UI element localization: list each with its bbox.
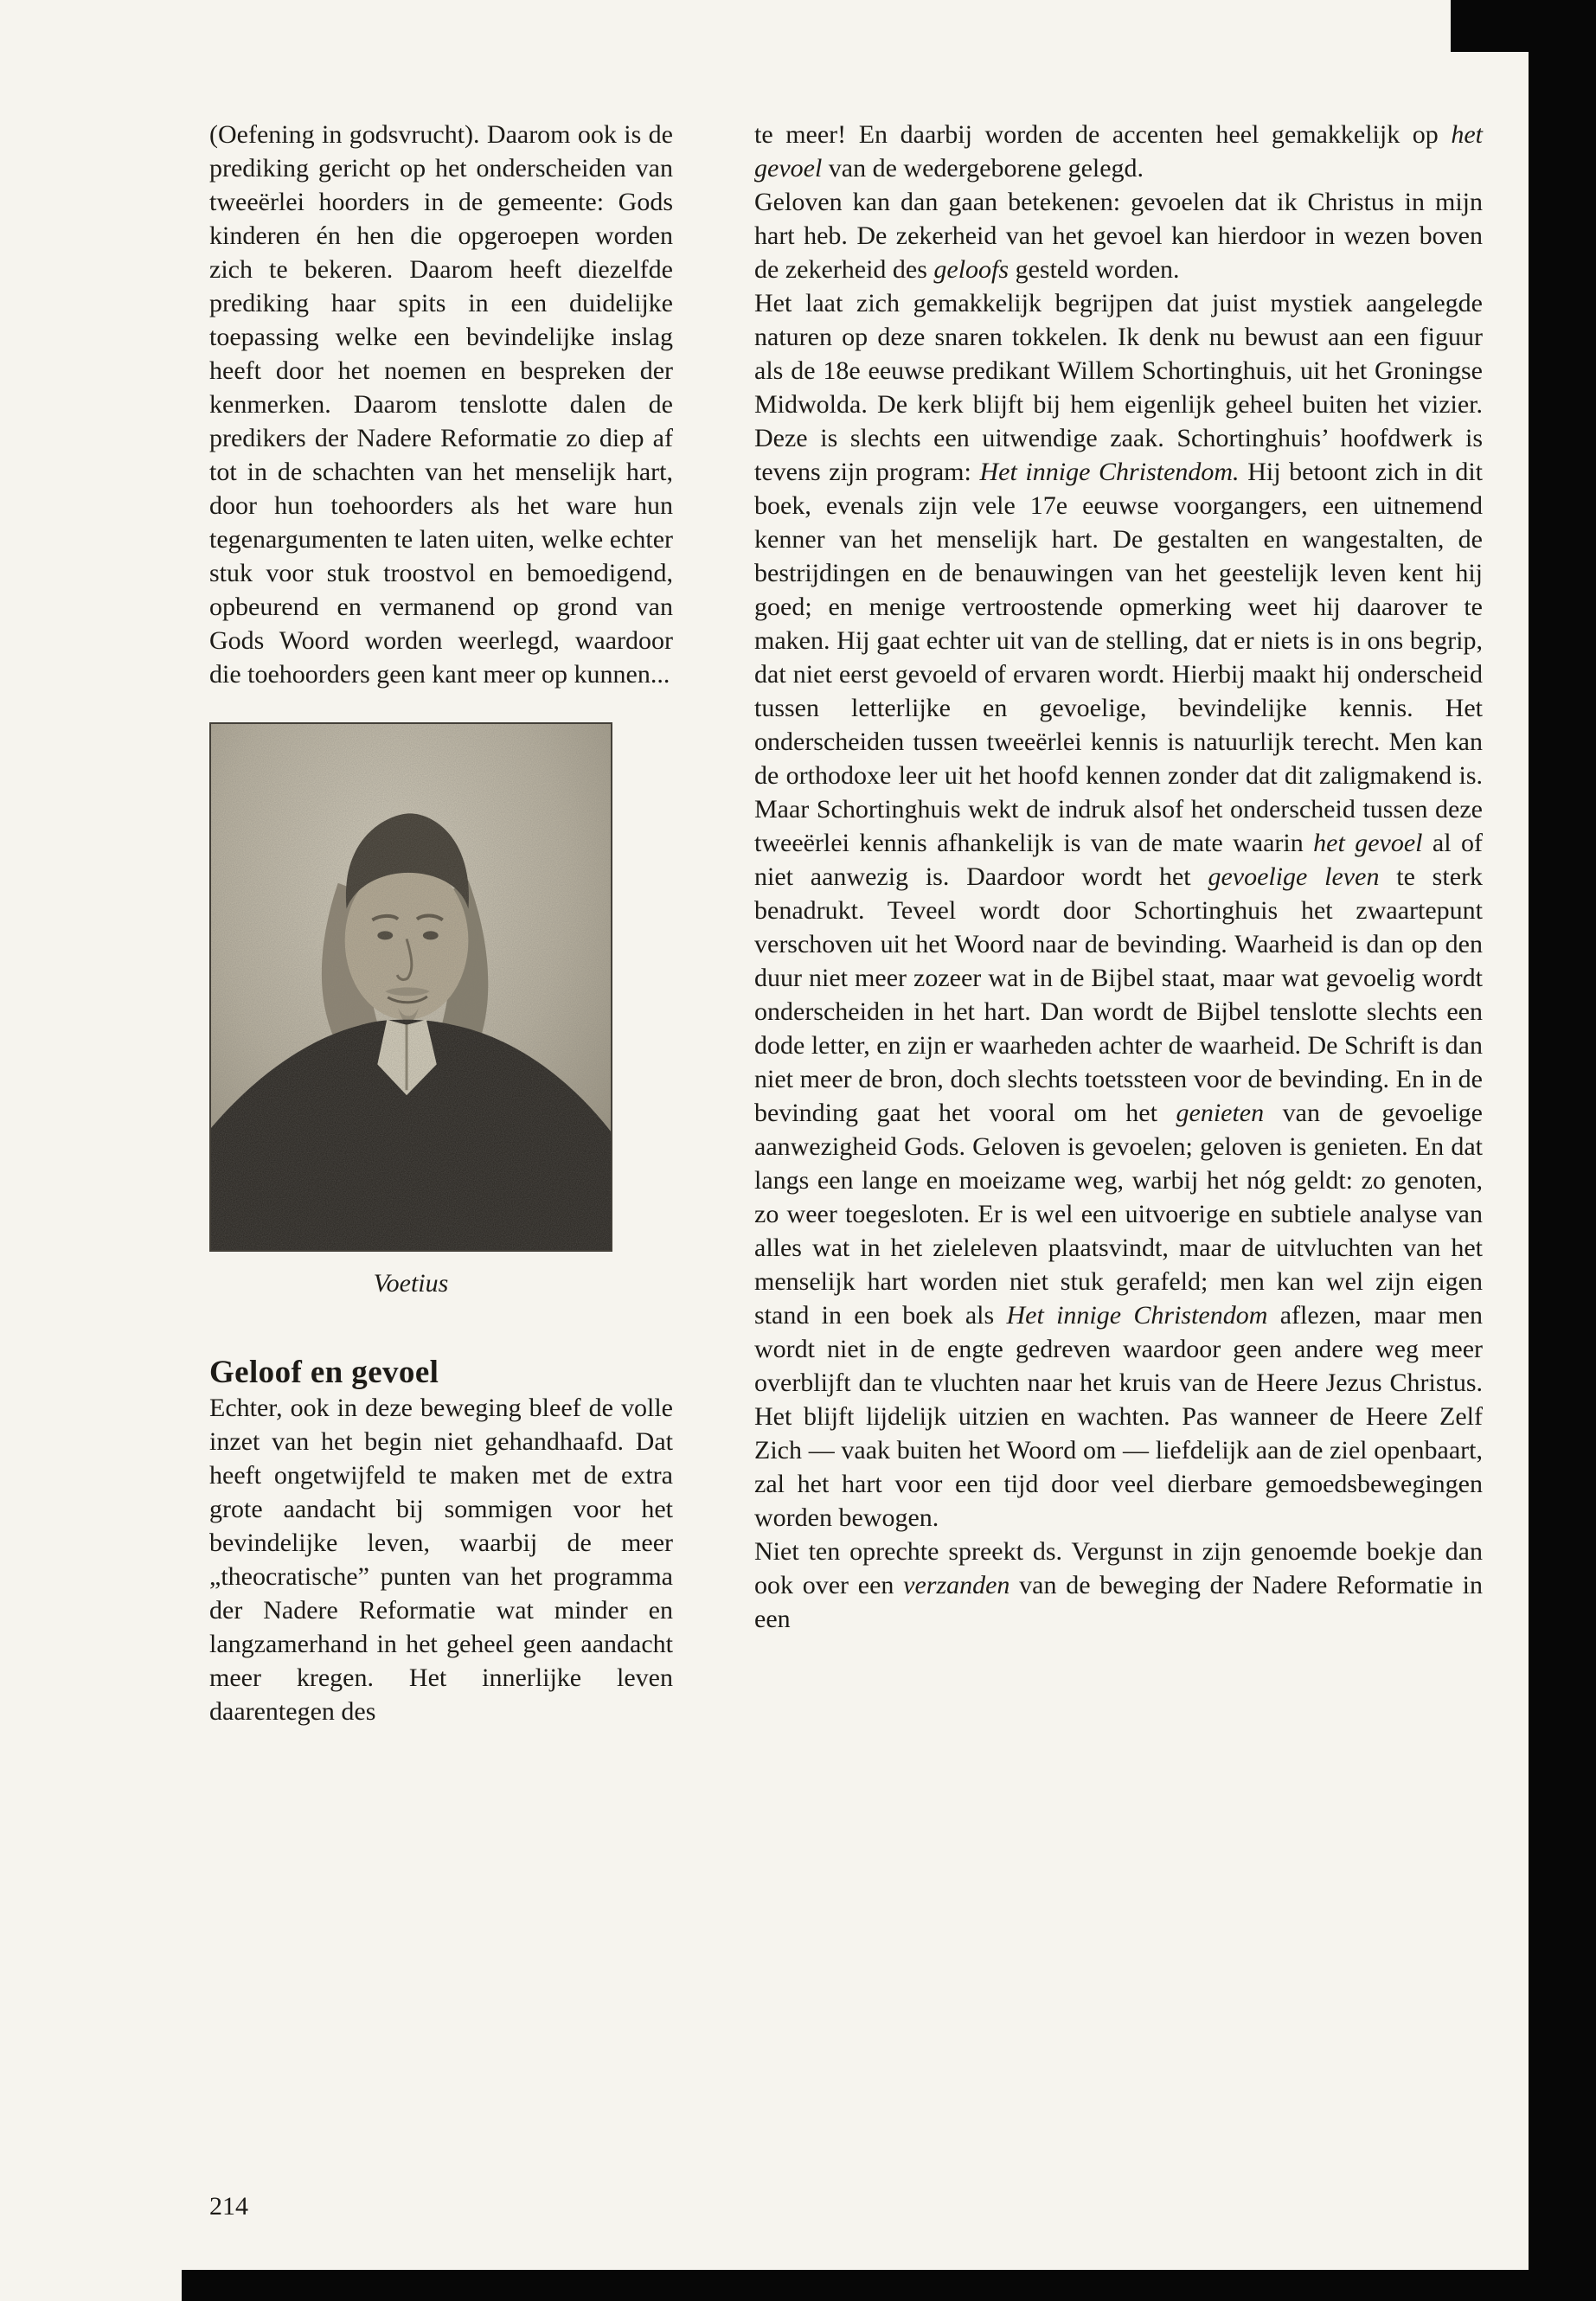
paragraph-te-meer: te meer! En daarbij worden de accenten heel gemakkelijk op het gevoel van de wedergeborene gelegd.: [754, 120, 1483, 183]
section-heading: Geloof en gevoel: [209, 1355, 439, 1390]
voetius-portrait-image: [209, 722, 612, 1252]
portrait-caption: Voetius: [373, 1269, 449, 1298]
page-number: 214: [209, 2192, 248, 2221]
right-column: [754, 118, 1483, 1636]
paragraph-vergunst: Niet ten oprechte spreekt ds. Vergunst in zijn genoemde boekje dan ook over een verzanden van de beweging der Nadere Reformatie in een: [754, 1537, 1484, 1633]
left-column: [209, 118, 673, 1728]
paragraph-echter: Echter, ook in deze beweging bleef de volle inzet van het begin niet gehandhaafd. Dat heeft ongetwijfeld te maken met de extra grote aandacht bij sommigen voor het bevindelijke leven, waarbij de meer „theocratische” punten van het programma der Nadere Reformatie wat minder en langzamerhand in het geheel geen aandacht meer kregen. Het innerlijke leven daarentegen des: [209, 1394, 673, 1726]
scan-edge-right: [1529, 0, 1596, 2301]
scan-edge-top-right: [1451, 0, 1596, 52]
portrait-figure: [209, 722, 612, 1298]
portrait-illustration: [211, 724, 611, 1250]
scan-edge-bottom: [182, 2270, 1596, 2301]
paragraph-schortinghuis: Het laat zich gemakkelijk begrijpen dat juist mystiek aangelegde naturen op deze snaren tokkelen. Ik denk nu bewust aan een figuur als de 18e eeuwse predikant Willem Schortinghuis, uit het Groningse Midwolda. De kerk blijft bij hem eigenlijk geheel buiten het vizier. Deze is slechts een uitwendige zaak. Schortinghuis’ hoofdwerk is tevens zijn program: Het innige Christendom. Hij betoont zich in dit boek, evenals zijn vele 17e eeuwse voorgangers, een uitnemend kenner van het menselijk hart. De gestalten en wangestalten, de bestrijdingen en de benauwingen van het geestelijk leven kent hij goed; en menige vertroostende opmerking weet hij daarover te maken. Hij gaat echter uit van de stelling, dat er niets is in ons begrip, dat niet eerst gevoeld of ervaren wordt. Hierbij maakt hij onderscheid tussen letterlijke en gevoelige, bevindelijke kennis. Het onderscheiden tussen tweeërlei kennis is natuurlijk terecht. Men kan de orthodoxe leer uit het hoofd kennen zonder dat dit zaligmakend is. Maar Schortinghuis wekt de indruk alsof het onderscheid tussen deze tweeërlei kennis afhankelijk is van de mate waarin het gevoel al of niet aanwezig is. Daardoor wordt het gevoelige leven te sterk benadrukt. Teveel wordt door Schortinghuis het zwaartepunt verschoven uit het Woord naar de bevinding. Waarheid is dan op den duur niet meer zozeer wat in de Bijbel staat, maar wat gevoelig wordt onderscheiden in het hart. Dan wordt de Bijbel tenslotte slechts een dode letter, en zijn er waarheden achter de waarheid. De Schrift is dan niet meer de bron, doch slechts toetssteen voor de bevinding. En in de bevinding gaat het vooral om het genieten van de gevoelige aanwezigheid Gods. Geloven is gevoelen; geloven is genieten. En dat langs een lange en moeizame weg, warbij het nóg geldt: zo genoten, zo weer toegesloten. Er is wel een uitvoerige en subtiele analyse van alles wat in het zieleleven plaatsvindt, maar de uitvluchten van het menselijk hart worden niet stuk gerafeld; men kan wel zijn eigen stand in een boek als Het innige Christendom aflezen, maar men wordt niet in de engte gedreven waardoor geen andere weg meer overblijft dan te vluchten naar het kruis van de Heere Jezus Christus. Het blijft lijdelijk uitzien en wachten. Pas wanneer de Heere Zelf Zich — vaak buiten het Woord om — liefdelijk aan de ziel openbaart, zal het hart voor een tijd door veel dierbare gemoedsbewegingen worden bewogen.: [754, 289, 1484, 1532]
paragraph-geloven: Geloven kan dan gaan betekenen: gevoelen dat ik Christus in mijn hart heb. De zekerheid van het gevoel kan hierdoor in wezen boven de zekerheid des geloofs gesteld worden.: [754, 188, 1483, 284]
paragraph-oefening: (Oefening in godsvrucht). Daarom ook is de prediking gericht op het onderscheiden van tweeërlei hoorders in de gemeente: Gods kinderen én hen die opgeroepen worden zich te bekeren. Daarom heeft diezelfde prediking haar spits in een duidelijke toepassing welke een bevindelijke inslag heeft door het noemen en bespreken der kenmerken. Daarom tenslotte dalen de predikers der Nadere Reformatie zo diep af tot in de schachten van het menselijk hart, door hun toehoorders als het ware hun tegenargumenten te laten uiten, welke echter stuk voor stuk troostvol en bemoedigend, opbeurend en vermanend op grond van Gods Woord worden weerlegd, waardoor die toehoorders geen kant meer op kunnen...: [209, 120, 673, 689]
